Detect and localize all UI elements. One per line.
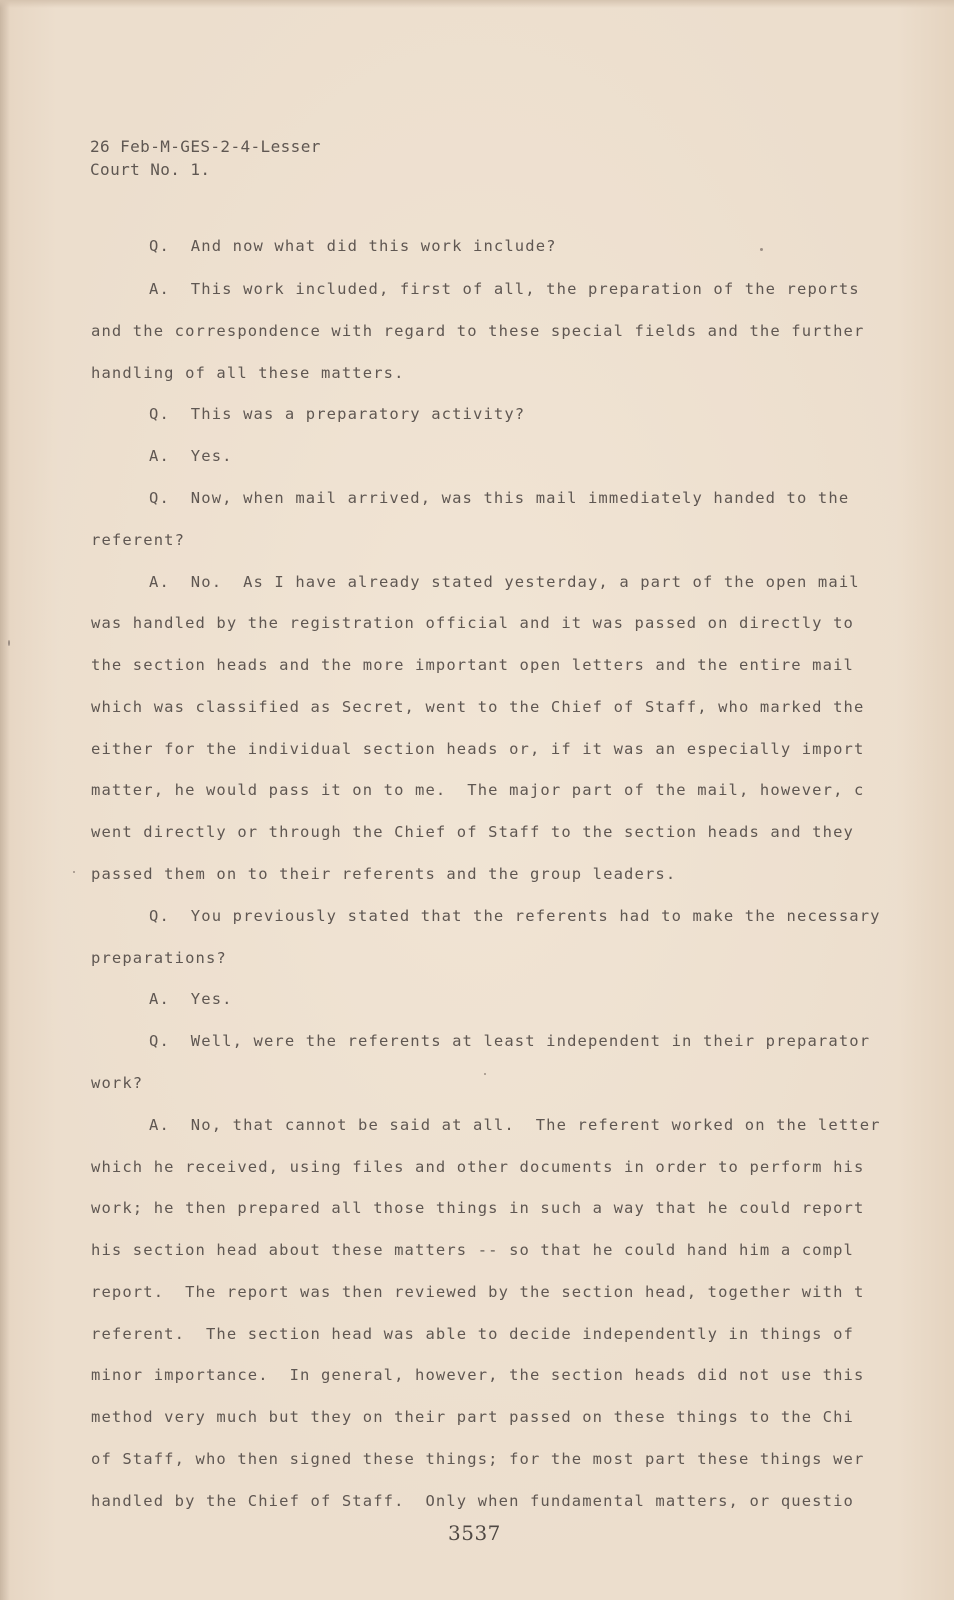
body-line: Q. Now, when mail arrived, was this mail immediately handed to the [149,489,850,507]
body-line: handled by the Chief of Staff. Only when fundamental matters, or questio [91,1492,854,1510]
body-line: referent? [91,531,186,549]
paper-speck [760,248,763,251]
body-line: which was classified as Secret, went to the Chief of Staff, who marked the [91,698,865,716]
paper-speck [484,1073,486,1075]
body-line: work; he then prepared all those things in such a way that he could report [91,1199,865,1217]
body-line: preparations? [91,949,227,967]
paper-edge-left [0,0,10,1600]
body-line: work? [91,1074,144,1092]
body-line: either for the individual section heads or, if it was an especially import [91,740,865,758]
body-line: A. This work included, first of all, the preparation of the reports [149,280,860,298]
header-court-line: Court No. 1. [90,160,211,179]
body-line: his section head about these matters -- so that he could hand him a compl [91,1241,854,1259]
paper-speck [8,640,10,646]
body-line: A. Yes. [149,447,233,465]
body-line: minor importance. In general, however, the section heads did not use this [91,1366,865,1384]
page-number: 3537 [448,1521,501,1545]
body-line: the section heads and the more important open letters and the entire mail [91,656,854,674]
body-line: passed them on to their referents and the group leaders. [91,865,677,883]
body-line: method very much but they on their part passed on these things to the Chi [91,1408,854,1426]
body-line: was handled by the registration official and it was passed on directly to [91,614,854,632]
body-line: Q. You previously stated that the referents had to make the necessary [149,907,881,925]
body-line: A. No. As I have already stated yesterday, a part of the open mail [149,573,860,591]
body-line: Q. Well, were the referents at least independent in their preparator [149,1032,871,1050]
body-line: Q. This was a preparatory activity? [149,405,526,423]
body-line: which he received, using files and other documents in order to perform his [91,1158,865,1176]
body-line: of Staff, who then signed these things; for the most part these things wer [91,1450,865,1468]
body-line: referent. The section head was able to decide independently in things of [91,1325,854,1343]
body-line: matter, he would pass it on to me. The major part of the mail, however, c [91,781,865,799]
body-line: handling of all these matters. [91,364,405,382]
body-line: and the correspondence with regard to these special fields and the further [91,322,865,340]
header-reference-line: 26 Feb-M-GES-2-4-Lesser [90,137,321,156]
body-line: A. No, that cannot be said at all. The referent worked on the letter [149,1116,881,1134]
body-line: Q. And now what did this work include? [149,237,557,255]
body-line: A. Yes. [149,990,233,1008]
body-line: went directly or through the Chief of Staff to the section heads and they [91,823,854,841]
paper-speck [73,871,75,873]
document-header [90,135,321,181]
paper-edge-top [0,0,954,8]
body-line: report. The report was then reviewed by the section head, together with t [91,1283,865,1301]
